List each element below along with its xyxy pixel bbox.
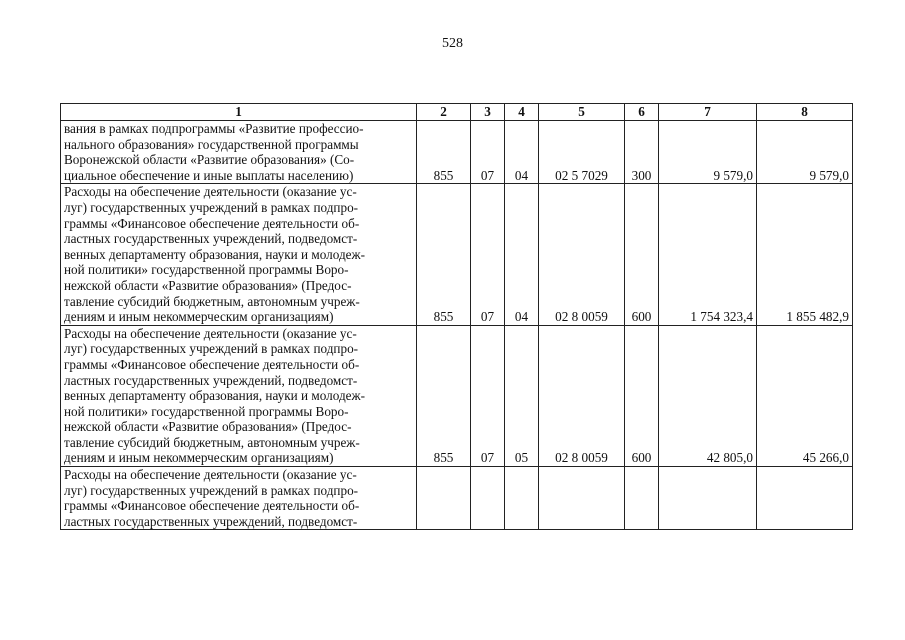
header-col-3: 3 <box>471 104 505 121</box>
description-line: Расходы на обеспечение деятельности (оказание ус- <box>64 184 357 200</box>
description-line: тавление субсидий бюджетным, автономным учреж- <box>64 293 360 309</box>
cell-expense-type: 600 <box>625 325 659 466</box>
description-line: тавление субсидий бюджетным, автономным учреж- <box>64 434 360 450</box>
table-row <box>61 121 853 184</box>
description-line: ластных государственных учреждений, подведомст- <box>64 513 358 529</box>
cell-ministry-code: 855 <box>417 184 471 325</box>
cell-expense-type <box>625 467 659 530</box>
header-col-8: 8 <box>757 104 853 121</box>
description-line: вания в рамках подпрограммы «Развитие профессио- <box>64 121 364 136</box>
description-line: граммы «Финансовое обеспечение деятельности об- <box>64 498 360 514</box>
budget-table <box>60 103 853 530</box>
table-row <box>61 467 853 530</box>
header-col-4: 4 <box>505 104 539 121</box>
description-line: нального образования» государственной программы <box>64 136 359 152</box>
cell-section: 07 <box>471 325 505 466</box>
header-col-5: 5 <box>539 104 625 121</box>
cell-amount-year-1: 9 579,0 <box>659 121 757 184</box>
description-line: Расходы на обеспечение деятельности (оказание ус- <box>64 467 357 483</box>
cell-target-article: 02 8 0059 <box>539 184 625 325</box>
description-line: нежской области «Развитие образования» (Предос- <box>64 277 352 293</box>
cell-subsection <box>505 467 539 530</box>
cell-amount-year-2: 45 266,0 <box>757 325 853 466</box>
row-description <box>61 121 417 184</box>
cell-subsection: 04 <box>505 121 539 184</box>
cell-section <box>471 467 505 530</box>
cell-amount-year-1: 42 805,0 <box>659 325 757 466</box>
description-line: ной политики» государственной программы Воро- <box>64 262 349 278</box>
description-line: луг) государственных учреждений в рамках подпро- <box>64 199 359 215</box>
cell-target-article <box>539 467 625 530</box>
description-line: дениям и иным некоммерческим организациям) <box>64 450 334 466</box>
description-line: венных департаменту образования, науки и молодеж- <box>64 388 366 404</box>
header-col-6: 6 <box>625 104 659 121</box>
page-number: 528 <box>442 36 463 51</box>
description-line: граммы «Финансовое обеспечение деятельности об- <box>64 356 360 372</box>
description-line: луг) государственных учреждений в рамках подпро- <box>64 482 359 498</box>
cell-expense-type: 600 <box>625 184 659 325</box>
row-description <box>61 325 417 466</box>
table-row <box>61 184 853 325</box>
description-line: венных департаменту образования, науки и молодеж- <box>64 246 366 262</box>
description-line: нежской области «Развитие образования» (Предос- <box>64 419 352 435</box>
cell-section: 07 <box>471 184 505 325</box>
header-col-7: 7 <box>659 104 757 121</box>
cell-amount-year-1: 1 754 323,4 <box>659 184 757 325</box>
table-header-row <box>61 104 853 121</box>
description-line: циальное обеспечение и иные выплаты населению) <box>64 167 354 183</box>
description-line: Воронежской области «Развитие образования» (Со- <box>64 152 355 168</box>
header-col-1: 1 <box>61 104 417 121</box>
cell-expense-type: 300 <box>625 121 659 184</box>
cell-section: 07 <box>471 121 505 184</box>
description-line: ластных государственных учреждений, подведомст- <box>64 372 358 388</box>
cell-ministry-code: 855 <box>417 325 471 466</box>
cell-subsection: 04 <box>505 184 539 325</box>
cell-target-article: 02 5 7029 <box>539 121 625 184</box>
description-line: дениям и иным некоммерческим организациям) <box>64 309 334 325</box>
header-col-2: 2 <box>417 104 471 121</box>
description-line: Расходы на обеспечение деятельности (оказание ус- <box>64 325 357 341</box>
description-line: граммы «Финансовое обеспечение деятельности об- <box>64 215 360 231</box>
cell-amount-year-2 <box>757 467 853 530</box>
cell-amount-year-1 <box>659 467 757 530</box>
cell-subsection: 05 <box>505 325 539 466</box>
table-row <box>61 325 853 466</box>
cell-target-article: 02 8 0059 <box>539 325 625 466</box>
row-description <box>61 184 417 325</box>
cell-ministry-code: 855 <box>417 121 471 184</box>
row-description <box>61 467 417 530</box>
description-line: луг) государственных учреждений в рамках подпро- <box>64 341 359 357</box>
description-line: ластных государственных учреждений, подведомст- <box>64 231 358 247</box>
description-line: ной политики» государственной программы Воро- <box>64 403 349 419</box>
cell-ministry-code <box>417 467 471 530</box>
cell-amount-year-2: 9 579,0 <box>757 121 853 184</box>
cell-amount-year-2: 1 855 482,9 <box>757 184 853 325</box>
